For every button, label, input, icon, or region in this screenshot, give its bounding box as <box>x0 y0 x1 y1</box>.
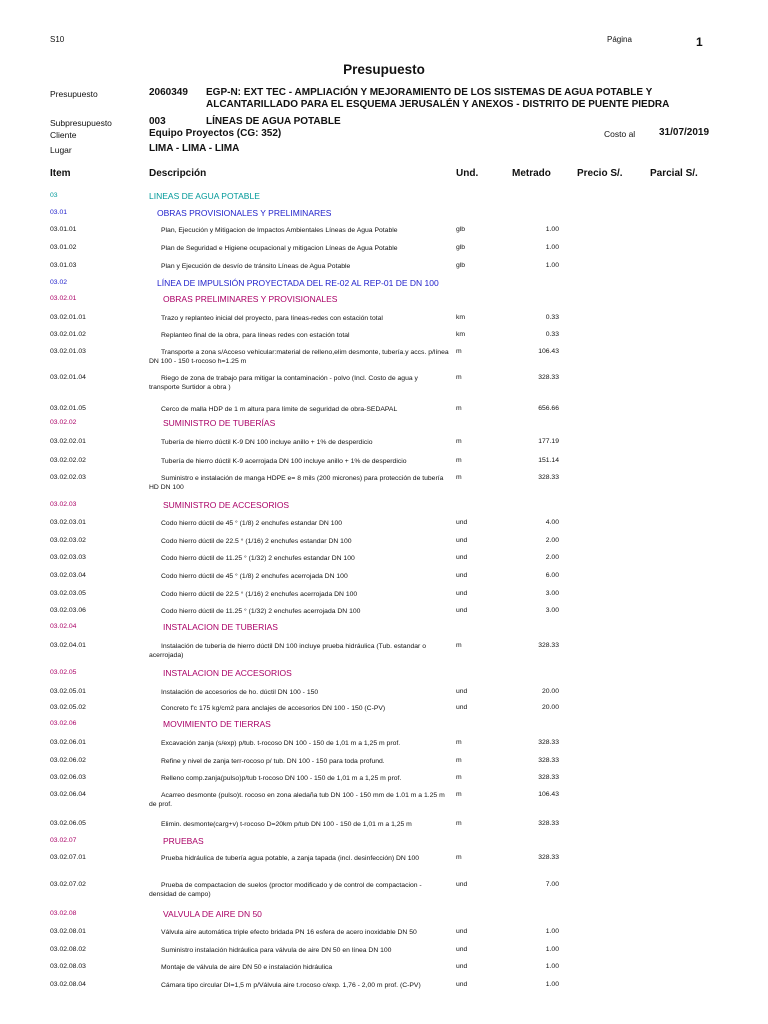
column-header-item: Item <box>50 168 71 179</box>
row-item-code: 03.02.07.02 <box>50 881 86 888</box>
row-unit: und <box>456 946 468 953</box>
row-item-code: 03.02.03.05 <box>50 590 86 597</box>
lugar-label: Lugar <box>50 145 72 155</box>
row-description: Codo hierro dúctil de 11.25 ° (1/32) 2 enchufes estandar DN 100 <box>161 555 355 562</box>
row-unit: m <box>456 820 462 827</box>
row-metrado: 1.00 <box>545 981 559 988</box>
row-description: PRUEBAS <box>163 836 204 846</box>
row-item-code: 03.02.05.02 <box>50 704 86 711</box>
row-unit: m <box>456 854 462 861</box>
row-description: Concreto f'c 175 kg/cm2 para anclajes de accesorios DN 100 - 150 (C-PV) <box>161 705 386 712</box>
row-item-code: 03.02.06.04 <box>50 791 86 798</box>
row-description: Codo hierro dúctil de 11.25 ° (1/32) 2 enchufes acerrojada DN 100 <box>161 608 361 615</box>
row-metrado: 1.00 <box>545 963 559 970</box>
row-item-code: 03.02.01.02 <box>50 331 86 338</box>
row-item-code: 03.02.06.01 <box>50 739 86 746</box>
row-item-code: 03.02.03 <box>50 501 77 508</box>
row-item-code: 03.02.08.04 <box>50 981 86 988</box>
row-item-code: 03.02.02.02 <box>50 457 86 464</box>
row-metrado: 20.00 <box>541 688 559 695</box>
row-description: Codo hierro dúctil de 22.5 ° (1/16) 2 enchufes estandar DN 100 <box>161 538 352 545</box>
row-metrado: 328.33 <box>538 642 559 649</box>
column-header-metrado: Metrado <box>512 168 551 179</box>
row-description: Instalación de tubería de hierro dúctil DN 100 incluye prueba hidráulica (Tub. estandar o acerrojada) <box>149 643 426 659</box>
row-item-code: 03.02.03.06 <box>50 607 86 614</box>
row-item-code: 03.02 <box>50 279 68 286</box>
row-description: Prueba de compactacion de suelos (proctor modificado y de control de compactacion - densidad de campo) <box>149 882 422 898</box>
row-description: Válvula aire automática triple efecto bridada PN 16 esfera de acero inoxidable DN 50 <box>161 929 417 936</box>
row-description: Trazo y replanteo inicial del proyecto, para líneas-redes con estación total <box>161 315 383 322</box>
cliente-value: Equipo Proyectos (CG: 352) <box>149 128 282 139</box>
row-description: Cámara tipo circular DI=1,5 m p/Válvula aire t.rocoso c/exp. 1,76 - 2,00 m prof. (C-PV) <box>161 982 421 989</box>
row-item-code: 03.02.02.03 <box>50 474 86 481</box>
row-description: MOVIMIENTO DE TIERRAS <box>163 719 271 729</box>
row-metrado: 328.33 <box>538 854 559 861</box>
row-unit: und <box>456 572 468 579</box>
row-item-code: 03.02.08.03 <box>50 963 86 970</box>
subpresupuesto-code: 003 <box>149 116 166 127</box>
row-metrado: 0.33 <box>545 314 559 321</box>
row-unit: m <box>456 457 462 464</box>
row-description: SUMINISTRO DE ACCESORIOS <box>163 500 290 510</box>
row-description: OBRAS PROVISIONALES Y PRELIMINARES <box>157 208 332 218</box>
row-description: Excavación zanja (s/exp) p/tub. t-rocoso DN 100 - 150 de 1,01 m a 1,25 m prof. <box>161 740 401 747</box>
row-metrado: 177.19 <box>538 438 559 445</box>
row-item-code: 03.02.03.03 <box>50 554 86 561</box>
row-unit: und <box>456 519 468 526</box>
row-description: LÍNEA DE IMPULSIÓN PROYECTADA DEL RE-02 AL REP-01 DE DN 100 <box>157 278 439 288</box>
row-metrado: 328.33 <box>538 739 559 746</box>
row-item-code: 03.02.06.03 <box>50 774 86 781</box>
row-unit: m <box>456 757 462 764</box>
row-description: Cerco de malla HDP de 1 m altura para límite de seguridad de obra-SEDAPAL <box>161 406 398 413</box>
row-metrado: 328.33 <box>538 474 559 481</box>
row-item-code: 03.02.03.02 <box>50 537 86 544</box>
row-description: Acarreo desmonte (pulso)t. rocoso en zona aledaña tub DN 100 - 150 mm de 1.01 m a 1.25 m de prof. <box>149 792 445 808</box>
row-item-code: 03.01 <box>50 209 68 216</box>
row-unit: glb <box>456 262 466 269</box>
row-description: Tubería de hierro dúctil K-9 acerrojada DN 100 incluye anillo + 1% de desperdicio <box>161 458 407 465</box>
row-description: Transporte a zona s/Acceso vehicular:material de relleno,elim desmonte, tubería.y accs. p/línea DN 100 - 150 t-rocoso h=1.25 m <box>149 349 449 365</box>
row-item-code: 03.02.01.04 <box>50 374 86 381</box>
row-item-code: 03.02.02.01 <box>50 438 86 445</box>
row-description: SUMINISTRO DE TUBERÍAS <box>163 418 276 428</box>
page-label: Página <box>607 35 632 44</box>
row-description: Replanteo final de la obra, para líneas redes con estación total <box>161 332 350 339</box>
row-metrado: 1.00 <box>545 244 559 251</box>
costo-date: 31/07/2019 <box>659 127 710 138</box>
row-unit: und <box>456 881 468 888</box>
row-description: Instalación de accesorios de ho. dúctil DN 100 - 150 <box>161 689 319 696</box>
row-item-code: 03.02.01 <box>50 295 77 302</box>
row-item-code: 03.02.01.01 <box>50 314 86 321</box>
row-description: Riego de zona de trabajo para mitigar la contaminación - polvo (Incl. Costo de agua y transporte Surtidor a obra ) <box>149 375 418 391</box>
row-item-code: 03 <box>50 192 58 199</box>
row-metrado: 328.33 <box>538 757 559 764</box>
row-item-code: 03.02.03.01 <box>50 519 86 526</box>
row-metrado: 106.43 <box>538 348 559 355</box>
row-unit: und <box>456 537 468 544</box>
row-item-code: 03.02.02 <box>50 419 77 426</box>
presupuesto-code: 2060349 <box>149 87 188 98</box>
row-description: Codo hierro dúctil de 22.5 ° (1/16) 2 enchufes acerrojada DN 100 <box>161 591 358 598</box>
row-metrado: 3.00 <box>545 590 559 597</box>
row-item-code: 03.02.07.01 <box>50 854 86 861</box>
row-item-code: 03.02.06.02 <box>50 757 86 764</box>
row-metrado: 1.00 <box>545 928 559 935</box>
row-description: Refine y nivel de zanja terr-rocoso p/ tub. DN 100 - 150 para toda profund. <box>161 758 385 765</box>
row-item-code: 03.02.08.01 <box>50 928 86 935</box>
row-metrado: 3.00 <box>545 607 559 614</box>
document-title: Presupuesto <box>343 62 425 77</box>
row-item-code: 03.02.01.05 <box>50 405 86 412</box>
row-metrado: 328.33 <box>538 774 559 781</box>
row-metrado: 7.00 <box>545 881 559 888</box>
row-metrado: 4.00 <box>545 519 559 526</box>
row-item-code: 03.02.01.03 <box>50 348 86 355</box>
row-metrado: 20.00 <box>541 704 559 711</box>
row-description: Prueba hidráulica de tubería agua potable, a zanja tapada (incl. desinfección) DN 100 <box>161 855 420 862</box>
row-unit: m <box>456 474 462 481</box>
row-item-code: 03.02.07 <box>50 837 77 844</box>
row-description: INSTALACION DE TUBERIAS <box>163 622 278 632</box>
row-description: Relleno comp.zanja(pulso)p/tub t-rocoso DN 100 - 150 de 1,01 m a 1,25 m prof. <box>161 775 402 782</box>
row-metrado: 2.00 <box>545 537 559 544</box>
row-unit: m <box>456 374 462 381</box>
row-metrado: 1.00 <box>545 262 559 269</box>
row-description: Plan, Ejecución y Mitigacion de Impactos Ambientales Líneas de Agua Potable <box>161 227 398 234</box>
row-metrado: 151.14 <box>538 457 559 464</box>
row-item-code: 03.02.06.05 <box>50 820 86 827</box>
row-item-code: 03.01.01 <box>50 226 77 233</box>
column-header-price: Precio S/. <box>577 168 623 179</box>
row-metrado: 328.33 <box>538 820 559 827</box>
row-unit: glb <box>456 244 466 251</box>
row-description: OBRAS PRELIMINARES Y PROVISIONALES <box>163 294 338 304</box>
cliente-label: Cliente <box>50 130 77 140</box>
system-code: S10 <box>50 35 65 44</box>
presupuesto-label: Presupuesto <box>50 89 98 99</box>
row-metrado: 106.43 <box>538 791 559 798</box>
row-metrado: 0.33 <box>545 331 559 338</box>
row-metrado: 656.66 <box>538 405 559 412</box>
row-description: LINEAS DE AGUA POTABLE <box>149 191 260 201</box>
row-unit: m <box>456 348 462 355</box>
row-item-code: 03.02.08 <box>50 910 77 917</box>
subpresupuesto-label: Subpresupuesto <box>50 118 112 128</box>
row-description: Montaje de válvula de aire DN 50 e instalación hidráulica <box>161 964 333 971</box>
row-item-code: 03.02.05.01 <box>50 688 86 695</box>
row-unit: m <box>456 405 462 412</box>
row-item-code: 03.01.03 <box>50 262 77 269</box>
row-description: Elimin. desmonte(carg+v) t-rocoso D=20km p/tub DN 100 - 150 de 1,01 m a 1,25 m <box>161 821 412 828</box>
row-unit: und <box>456 963 468 970</box>
row-description: Plan de Seguridad e Higiene ocupacional y mitigacion Líneas de Agua Potable <box>161 245 398 252</box>
row-description: Suministro instalación hidráulica para válvula de aire DN 50 en línea DN 100 <box>161 947 392 954</box>
presupuesto-description: EGP-N: EXT TEC - AMPLIACIÓN Y MEJORAMIENTO DE LOS SISTEMAS DE AGUA POTABLE Y ALCANTARILLADO PARA EL ESQUEMA JERUSALÉN Y ANEXOS - DISTRITO DE PUENTE PIEDRA <box>206 87 670 110</box>
row-unit: m <box>456 642 462 649</box>
row-metrado: 2.00 <box>545 554 559 561</box>
lugar-value: LIMA - LIMA - LIMA <box>149 143 240 154</box>
row-description: VALVULA DE AIRE DN 50 <box>163 909 262 919</box>
row-unit: glb <box>456 226 466 233</box>
column-header-unit: Und. <box>456 168 479 179</box>
row-unit: und <box>456 704 468 711</box>
row-description: Tubería de hierro dúctil K-9 DN 100 incluye anillo + 1% de desperdicio <box>161 439 373 446</box>
row-description: Codo hierro dúctil de 45 ° (1/8) 2 enchufes acerrojada DN 100 <box>161 573 348 580</box>
row-metrado: 1.00 <box>545 946 559 953</box>
row-unit: m <box>456 739 462 746</box>
row-item-code: 03.01.02 <box>50 244 77 251</box>
row-metrado: 1.00 <box>545 226 559 233</box>
row-unit: und <box>456 928 468 935</box>
row-unit: und <box>456 590 468 597</box>
costo-label: Costo al <box>604 129 636 139</box>
row-item-code: 03.02.05 <box>50 669 77 676</box>
row-item-code: 03.02.03.04 <box>50 572 86 579</box>
row-unit: und <box>456 981 468 988</box>
row-unit: m <box>456 791 462 798</box>
row-unit: km <box>456 331 466 338</box>
row-unit: und <box>456 688 468 695</box>
row-description: Codo hierro dúctil de 45 ° (1/8) 2 enchufes estandar DN 100 <box>161 520 343 527</box>
page-number: 1 <box>696 35 703 49</box>
row-description: INSTALACION DE ACCESORIOS <box>163 668 292 678</box>
row-unit: m <box>456 774 462 781</box>
row-item-code: 03.02.08.02 <box>50 946 86 953</box>
row-item-code: 03.02.04 <box>50 623 77 630</box>
row-item-code: 03.02.04.01 <box>50 642 86 649</box>
row-metrado: 328.33 <box>538 374 559 381</box>
row-metrado: 6.00 <box>545 572 559 579</box>
row-item-code: 03.02.06 <box>50 720 77 727</box>
row-unit: m <box>456 438 462 445</box>
row-unit: km <box>456 314 466 321</box>
subpresupuesto-description: LÍNEAS DE AGUA POTABLE <box>206 116 341 127</box>
column-header-description: Descripción <box>149 168 207 179</box>
row-unit: und <box>456 607 468 614</box>
row-description: Plan y Ejecución de desvío de tránsito Líneas de Agua Potable <box>161 263 351 270</box>
row-description: Suministro e instalación de manga HDPE e= 8 mils (200 micrones) para protección de tubería HD DN 100 <box>149 475 444 491</box>
row-unit: und <box>456 554 468 561</box>
column-header-partial: Parcial S/. <box>650 168 698 179</box>
